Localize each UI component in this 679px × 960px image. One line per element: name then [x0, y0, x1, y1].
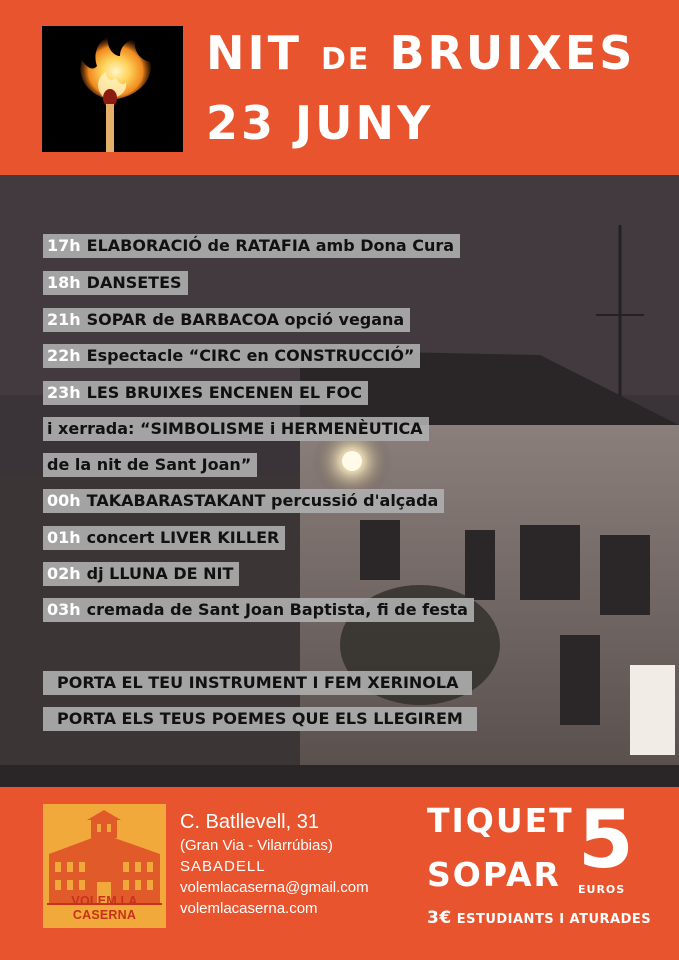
dinner-label: SOPAR — [427, 855, 561, 894]
program-item: 01h concert LIVER KILLER — [43, 526, 285, 550]
currency-label: EUROS — [578, 883, 626, 896]
note-line: PORTA ELS TEUS POEMES QUE ELS LLEGIREM — [43, 707, 477, 731]
ticket-price: 5 — [578, 793, 634, 886]
address-street: C. Batllevell, 31 — [180, 811, 319, 833]
volem-la-caserna-logo — [43, 804, 166, 928]
program-item: 21h SOPAR de BARBACOA opció vegana — [43, 308, 410, 332]
reduced-price-label: ESTUDIANTS I ATURADES — [456, 912, 652, 927]
note-line: PORTA EL TEU INSTRUMENT I FEM XERINOLA — [43, 671, 472, 695]
reduced-price-info — [427, 908, 651, 928]
program-item: 02h dj LLUNA DE NIT — [43, 562, 239, 586]
website-link[interactable]: volemlacaserna.com — [180, 900, 318, 917]
program-item: de la nit de Sant Joan” — [43, 453, 257, 477]
logo-text: VOLEM LA CASERNA — [71, 894, 138, 922]
footer — [0, 787, 679, 960]
contact-email[interactable]: volemlacaserna@gmail.com — [180, 879, 369, 896]
address-detail: (Gran Via - Vilarrúbias) — [180, 837, 333, 854]
header — [0, 0, 679, 175]
program-item: 18h DANSETES — [43, 271, 188, 295]
program-item: 17h ELABORACIÓ de RATAFIA amb Dona Cura — [43, 234, 460, 258]
program-item: 00h TAKABARASTAKANT percussió d'alçada — [43, 489, 444, 513]
program-item: 23h LES BRUIXES ENCENEN EL FOC — [43, 381, 368, 405]
program-item: i xerrada: “SIMBOLISME i HERMENÈUTICA — [43, 417, 429, 441]
event-title-line1: NIT DE BRUIXES — [206, 26, 636, 80]
program-item: 03h cremada de Sant Joan Baptista, fi de festa — [43, 598, 474, 622]
event-date: 23 JUNY — [206, 96, 434, 150]
burning-match-image — [42, 26, 183, 152]
program-item: 22h Espectacle “CIRC en CONSTRUCCIÓ” — [43, 344, 420, 368]
background-photo — [0, 175, 679, 787]
reduced-price: 3€ — [427, 908, 452, 928]
address-city: SABADELL — [180, 858, 266, 875]
ticket-label: TIQUET — [427, 801, 574, 840]
address-block — [180, 809, 369, 919]
